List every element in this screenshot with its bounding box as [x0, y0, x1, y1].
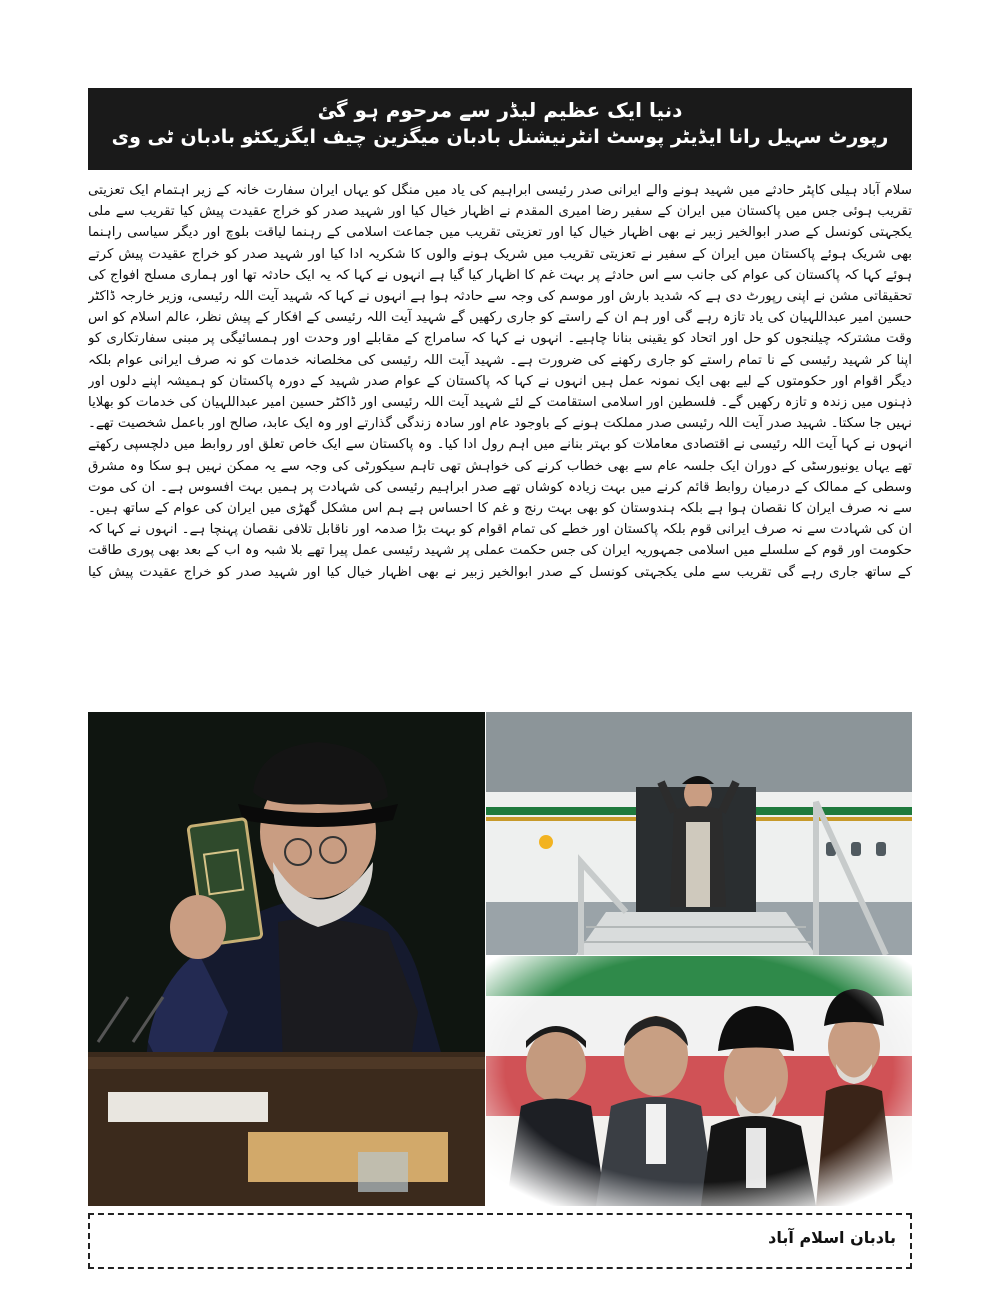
photo-aircraft-arrival — [486, 712, 912, 955]
article-body: سلام آباد ہیلی کاپٹر حادثے میں شہید ہونے والے ایرانی صدر رئیسی ابراہیم کی یاد میں منگل کو یہاں ایران سفارت خانہ کے زیر اہتمام ایک تعزیتی تقریب ہوئی جس میں پاکستان میں ایران کے سفیر رضا امیری المقدم نے اظہار خیال کیا اور شہید صدر کو خراج عقیدت پیش کیا تقریب سے ملی یکجہتی کونسل کے صدر ابوالخیر زبیر نے بھی اظہار خیال کیا اور تعزیتی تقریب میں جماعت اسلامی کے رہنما لیاقت بلوچ اور دیگر سیاسی راہنما بھی شریک ہوئے پاکستان میں ایران کے سفیر نے تعزیتی تقریب میں شریک ہونے والوں کا شکریہ ادا کیا اور شہید صدر کو خراج عقیدت پیش کرتے ہوئے کہا کہ پاکستان کی عوام کی جانب سے اس حادثے پر بہت غم کا اظہار کیا گیا ہے انہوں نے کہا کہ یہ ایک حادثہ تھا اور ہماری مسلح افواج کی تحقیقاتی مشن نے اپنی رپورٹ دی ہے کہ شدید بارش اور موسم کی وجہ سے حادثہ ہوا ہے انہوں نے کہا کہ شہید آیت اللہ رئیسی، وزیر خارجہ ڈاکٹر حسین امیر عبداللہیان کی یاد تازہ رہے گی اور ہم ان کے راستے کو جاری رکھیں گے شہید آیت اللہ رئیسی کے افکار کے پیش نظر، عالم اسلام کو اس وقت مشترکہ چیلنجوں کو حل اور اتحاد کو یقینی بنانا چاہیے۔ انہوں نے کہا کہ سامراج کے مقابلے اور وحدت اور ہمسائیگی پر مبنی سفارتکاری کو اپنا کر شہید رئیسی کے نا تمام راستے کو جاری رکھنے کی ضرورت ہے۔ شہید آیت اللہ رئیسی کی مخلصانہ خدمات کو نہ صرف ایرانی عوام بلکہ دیگر اقوام اور حکومتوں کے لیے بھی ایک نمونہ عمل ہیں انہوں نے کہا کہ پاکستان کے عوام صدر شہید کے دورہ پاکستان کو ہمیشہ اپنے دلوں اور ذہنوں میں زندہ و تازہ رکھیں گے۔ فلسطین اور اسلامی استقامت کے لئے شہید آیت اللہ رئیسی اور ڈاکٹر حسین امیر عبداللہیان کی خدمات کو بھلایا نہیں جا سکتا۔ شہید صدر آیت اللہ رئیسی صدر مملکت ہونے کے باوجود عام اور سادہ زندگی گذارتے اور وہ ایک عابد، صالح اور باعمل شخصیت تھے۔ انہوں نے کہا آیت اللہ رئیسی نے اقتصادی معاملات کو بہتر بنانے میں اہم رول ادا کیا۔ وہ پاکستان سے ایک خاص تعلق اور روابط میں دلچسپی رکھتے تھے یہاں یونیورسٹی کے دوران ایک جلسہ عام سے بھی خطاب کرنے کی خواہش تھی تاہم سیکورٹی کی وجہ سے یہ ممکن نہیں ہو سکا وہ مشرق وسطی کے ممالک کے درمیان روابط قائم کرنے میں بہت زیادہ کوشاں تھے صدر ابراہیم رئیسی کی شہادت پر ہمیں بہت افسوس ہے۔ ان کی موت سے نہ صرف ایران کا نقصان ہوا ہے بلکہ ہندوستان کو بھی بہت رنج و غم کا احساس ہے ہم اس مشکل گھڑی میں ایران کی عوام کے ساتھ ہیں۔ ان کی شہادت سے نہ صرف ایرانی قوم بلکہ پاکستان اور خطے کی تمام اقوام کو بہت بڑا صدمہ اور ناقابل تلافی نقصان پہنچا ہے۔ انہوں نے کہا کہ حکومت اور قوم کے سلسلے میں اسلامی جمہوریہ ایران کی جس حکمت عملی پر شہید رئیسی عمل پیرا تھے بلا شبہ وہ اب کے بعد بھی پوری طاقت کے ساتھ جاری رہے گی تقریب سے ملی یکجہتی کونسل کے صدر ابوالخیر زبیر نے بھی اظہار خیال کیا اور شہید صدر کو خراج عقیدت پیش کیا — [88, 183, 912, 580]
footer-caption: بادبان اسلام آباد — [768, 1228, 896, 1247]
headline-title: دنیا ایک عظیم لیڈر سے مرحوم ہو گئ — [317, 98, 683, 122]
photo-group-portrait — [486, 956, 912, 1206]
footer-caption-box — [88, 1213, 912, 1269]
headline-byline: رپورٹ سہیل رانا ایڈیٹر پوسٹ انٹرنیشنل بادبان میگزین چیف ایگزیکٹو بادبان ٹی وی — [111, 126, 889, 148]
photo-collage — [88, 712, 912, 1206]
photo-portrait-quran — [88, 712, 485, 1206]
headline-banner — [88, 88, 912, 170]
